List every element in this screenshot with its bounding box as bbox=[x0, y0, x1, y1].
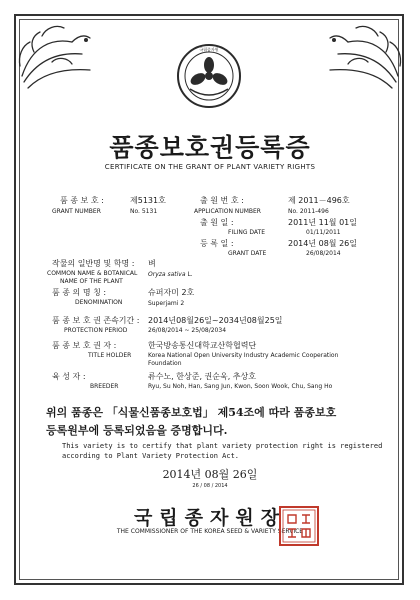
title-holder-value-en-2: Foundation bbox=[148, 360, 182, 367]
application-number-label: 출 원 번 호 : bbox=[200, 196, 244, 205]
official-seal bbox=[279, 506, 319, 546]
phoenix-ornament-right bbox=[320, 16, 408, 96]
application-number-label-en: APPLICATION NUMBER bbox=[194, 208, 261, 215]
issuer-name: 국립종자원장 bbox=[133, 507, 287, 529]
denomination-value: 슈퍼자미 2호 bbox=[148, 288, 195, 297]
filing-date-label-en: FILING DATE bbox=[228, 229, 265, 236]
grant-number-value: 제5131호 bbox=[130, 196, 166, 205]
filing-date-value: 2011년 11월 01일 bbox=[288, 218, 357, 227]
grant-date-label-en: GRANT DATE bbox=[228, 250, 267, 257]
common-name-value: 벼 bbox=[148, 259, 156, 268]
denomination-label-en: DENOMINATION bbox=[75, 299, 123, 306]
title-holder-label-en: TITLE HOLDER bbox=[88, 352, 132, 359]
title-holder-label: 품 종 보 호 권 자 : bbox=[52, 341, 117, 350]
statement-line-2: 등록원부에 등록되었음을 증명합니다. bbox=[46, 424, 228, 437]
phoenix-ornament-left bbox=[12, 16, 100, 96]
application-number-value: 제 2011－496호 bbox=[288, 196, 350, 205]
title-holder-value: 한국방송통신대학교산학협력단 bbox=[148, 341, 257, 350]
statement-en-line-1: This variety is to certify that plant variety protection right is registered bbox=[62, 442, 383, 450]
protection-period-label-en: PROTECTION PERIOD bbox=[64, 327, 128, 334]
protection-period-value: 2014년08월26일~2034년08월25일 bbox=[148, 316, 283, 325]
filing-date-label: 출 원 일 : bbox=[200, 218, 234, 227]
filing-date-value-en: 01/11/2011 bbox=[306, 229, 341, 236]
denomination-label: 품 종 의 명 칭 : bbox=[52, 288, 107, 297]
botanical-name-value: Oryza sativa L. bbox=[148, 271, 193, 278]
grant-date-value: 2014년 08월 26일 bbox=[288, 239, 357, 248]
grant-date-label: 등 록 일 : bbox=[200, 239, 234, 248]
title-holder-value-en-1: Korea National Open University Industry Academic Cooperation bbox=[148, 352, 339, 359]
grant-number-value-en: No. 5131 bbox=[130, 208, 158, 215]
issue-date-en: 26 / 08 / 2014 bbox=[192, 483, 228, 489]
issuer-name-en: THE COMMISSIONER OF THE KOREA SEED & VARIETY SERVICE bbox=[116, 528, 304, 535]
application-number-value-en: No. 2011-496 bbox=[288, 208, 329, 215]
breeder-value: 류수노, 한상준, 권순욱, 추상호 bbox=[148, 372, 256, 381]
common-name-label: 작물의 일반명 및 학명 : bbox=[52, 259, 135, 268]
statement-line-1: 위의 품종은 「식물신품종보호법」 제54조에 따라 품종보호 bbox=[46, 406, 337, 419]
issue-date: 2014년 08월 26일 bbox=[162, 468, 258, 481]
breeder-label-en: BREEDER bbox=[90, 383, 119, 390]
breeder-value-en: Ryu, Su Noh, Han, Sang Jun, Kwon, Soon Wook, Chu, Sang Ho bbox=[148, 383, 333, 390]
certificate-title-en: CERTIFICATE ON THE GRANT OF PLANT VARIETY RIGHTS bbox=[104, 163, 316, 171]
statement-en-line-2: according to Plant Variety Protection Act. bbox=[62, 452, 240, 460]
denomination-value-en: Superjami 2 bbox=[148, 300, 185, 307]
grant-number-label: 품 종 보 호 : bbox=[60, 196, 104, 205]
protection-period-label: 품 종 보 호 권 존속기간 : bbox=[52, 316, 140, 325]
emblem-text: 국립종자원 bbox=[199, 47, 219, 52]
common-name-label-en-2: NAME OF THE PLANT bbox=[60, 278, 123, 285]
protection-period-value-en: 26/08/2014 ~ 25/08/2034 bbox=[148, 327, 227, 334]
grant-number-label-en: GRANT NUMBER bbox=[52, 208, 101, 215]
breeder-label: 육 성 자 : bbox=[52, 372, 86, 381]
grant-date-value-en: 26/08/2014 bbox=[306, 250, 341, 257]
certificate-title: 품종보호권등록증 bbox=[109, 133, 311, 162]
common-name-label-en-1: COMMON NAME & BOTANICAL bbox=[47, 270, 138, 277]
